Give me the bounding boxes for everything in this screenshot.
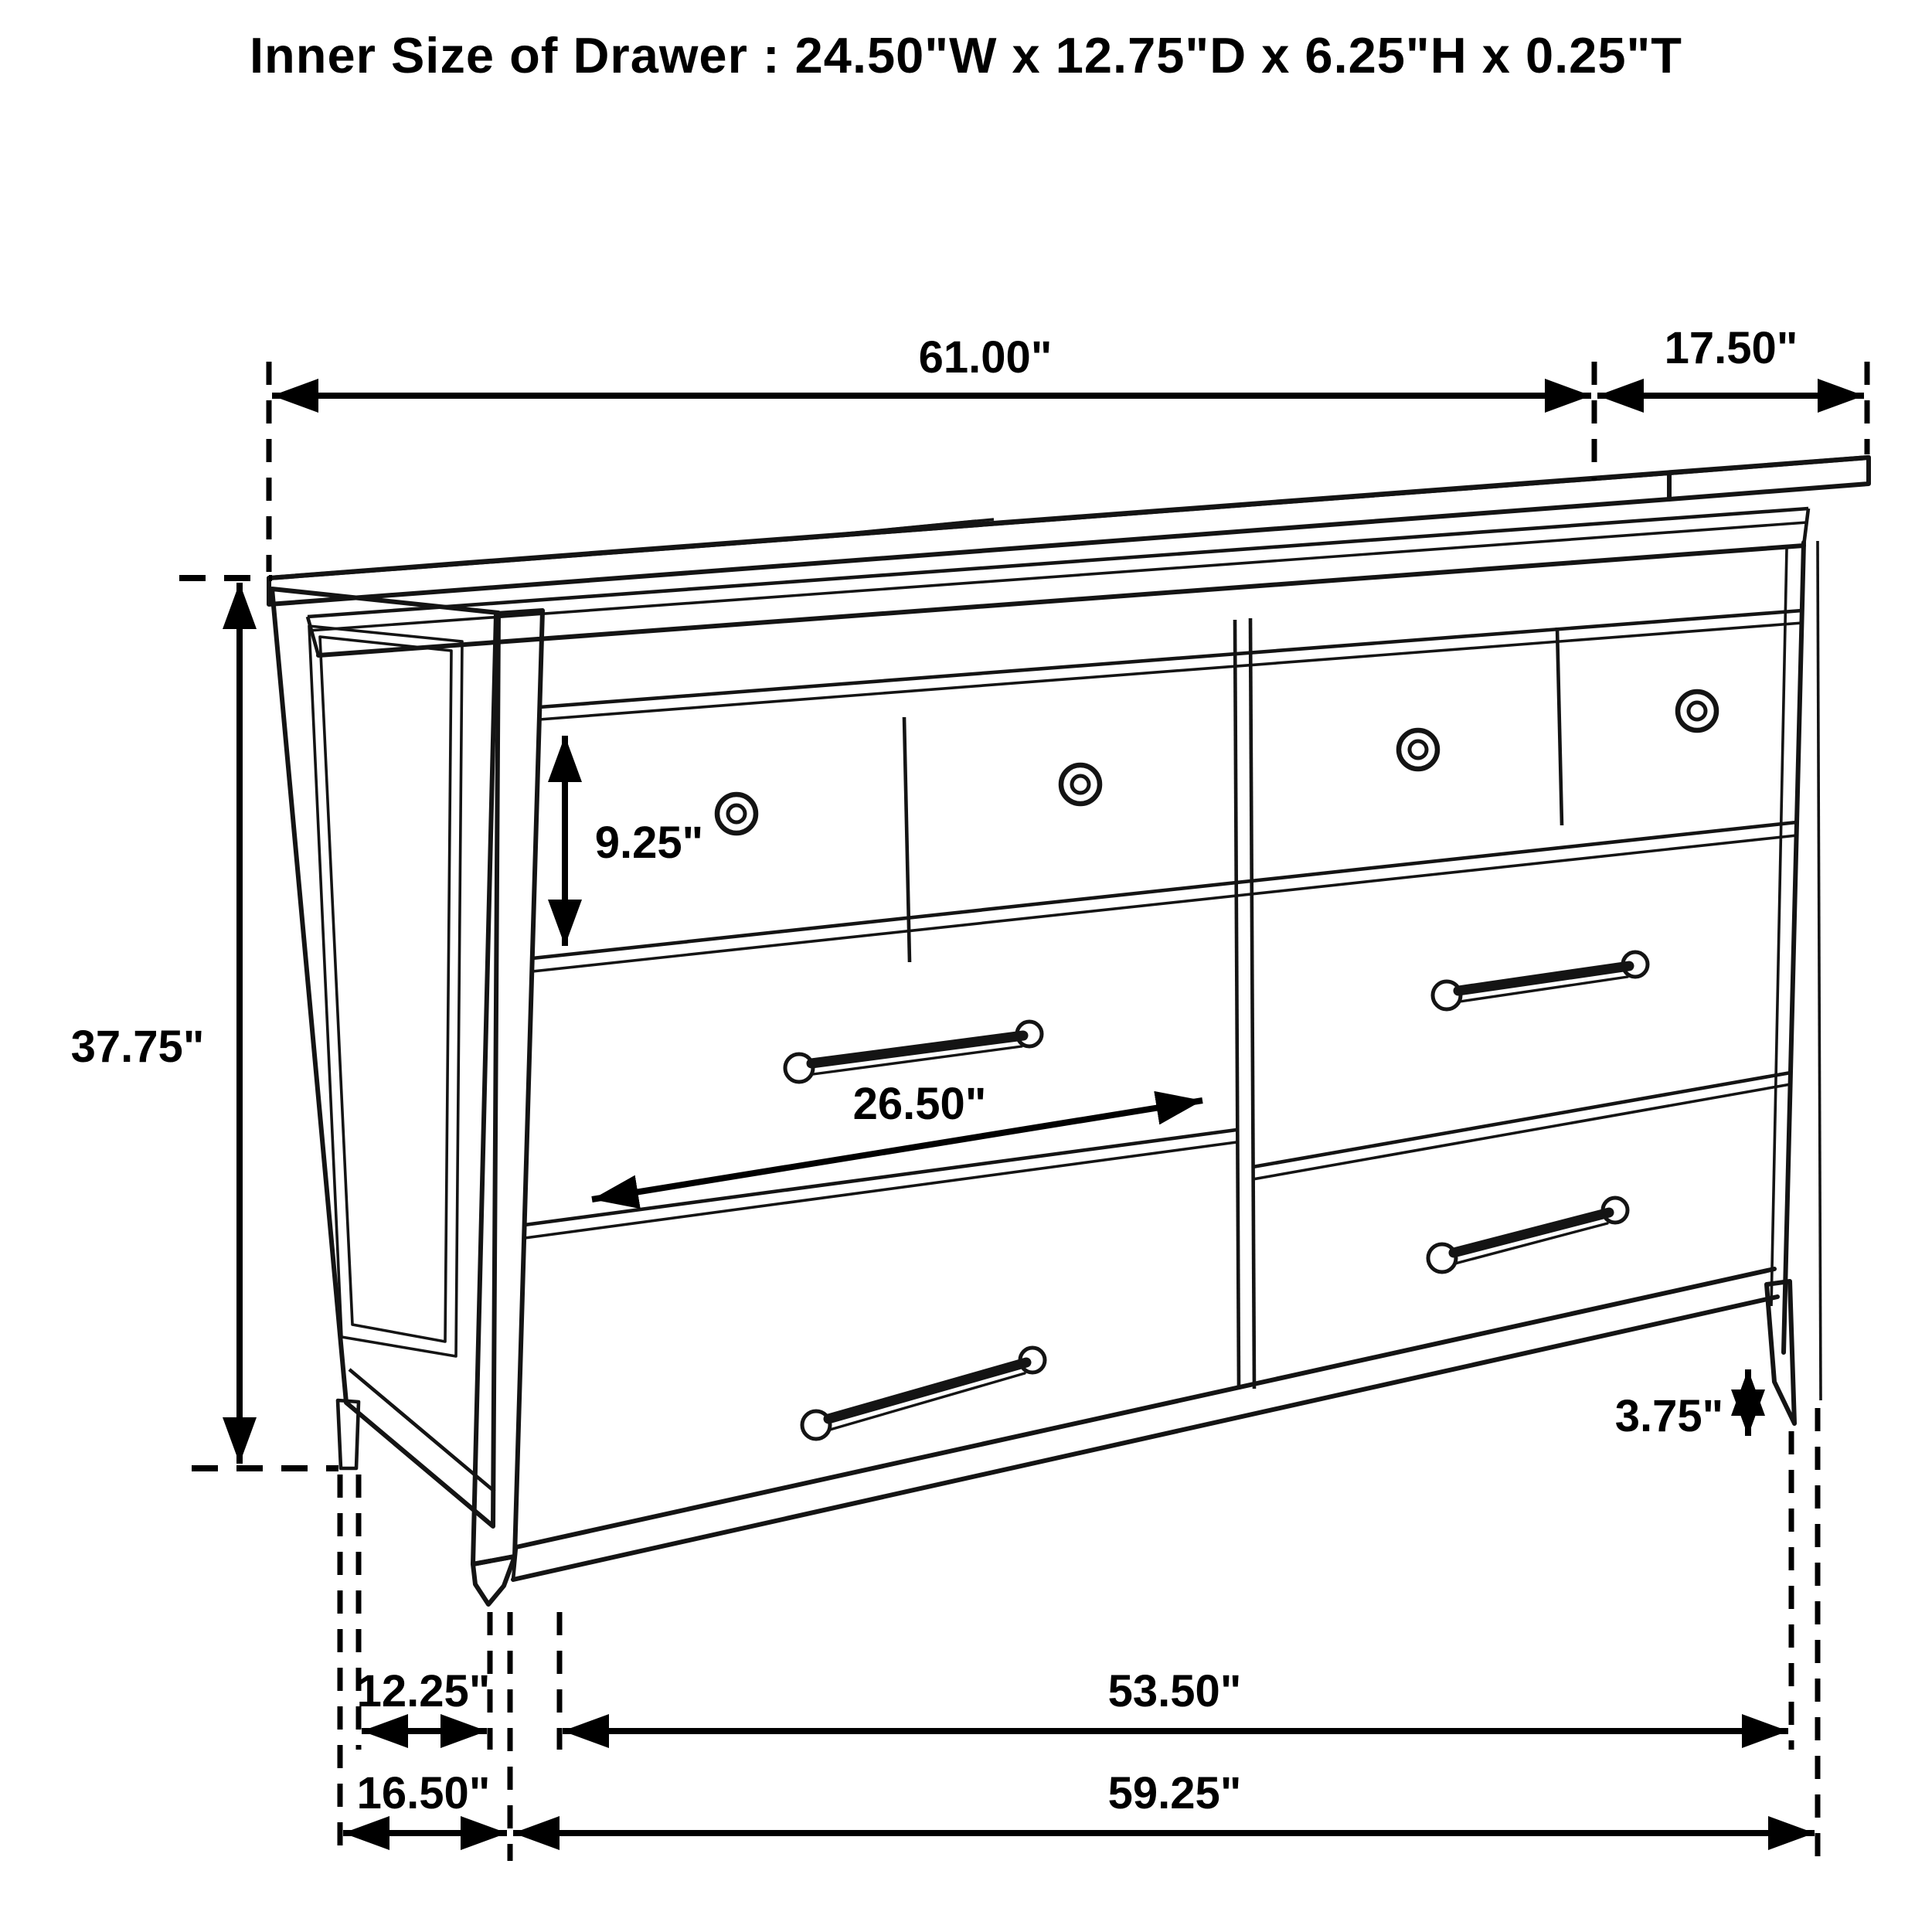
drawer-handles <box>785 952 1648 1439</box>
dimension-label-top-width: 61.00" <box>918 332 1053 383</box>
dimension-overall-height <box>71 578 338 1468</box>
dimension-label-top-depth: 17.50" <box>1664 323 1798 373</box>
diagram-title: Inner Size of Drawer : 24.50"W x 12.75"D x 6.25"H x 0.25"T <box>249 27 1682 83</box>
dimension-label-leg-inset: 12.25" <box>356 1666 491 1716</box>
dimension-top-depth <box>1597 323 1864 396</box>
dimension-side-depth <box>343 1768 507 1833</box>
drawer-handle <box>1428 1198 1628 1272</box>
drawer-knob <box>1061 765 1100 804</box>
drawer-dividers <box>525 611 1802 1389</box>
dresser-top <box>269 457 1869 604</box>
left-side-panel <box>272 589 498 1526</box>
dimension-front-leg-span <box>563 1666 1788 1731</box>
drawer-knob <box>1678 692 1716 730</box>
dimension-drawer-width <box>592 1079 1202 1199</box>
drawer-handle <box>1433 952 1648 1009</box>
dimension-label-leg-height: 3.75" <box>1614 1391 1724 1441</box>
drawer-handle <box>802 1348 1045 1439</box>
dimension-label-overall-height: 37.75" <box>70 1022 205 1072</box>
dimension-top-width <box>272 332 1591 396</box>
dimension-leg-height <box>1615 1369 1748 1441</box>
dimension-leg-inset <box>357 1666 491 1731</box>
dimension-label-base-width: 59.25" <box>1107 1768 1242 1818</box>
drawer-knob <box>717 794 756 833</box>
bottom-rail <box>513 1269 1777 1580</box>
drawer-knob <box>1399 730 1437 769</box>
extension-lines-bottom <box>340 1408 1818 1861</box>
dimension-label-side-depth: 16.50" <box>356 1768 491 1818</box>
drawer-handle <box>785 1022 1042 1082</box>
dimension-base-width <box>513 1768 1815 1833</box>
crown-molding <box>308 509 1808 655</box>
dimension-label-front-leg-span: 53.50" <box>1107 1666 1242 1716</box>
front-left-leg <box>473 611 543 1604</box>
dimension-top-drawer-height <box>565 736 703 946</box>
top-right-edge <box>1669 457 1869 499</box>
top-front-edge <box>269 473 1669 604</box>
right-edge <box>1771 541 1821 1400</box>
dimension-label-top-drawer-height: 9.25" <box>594 818 704 868</box>
drawer-knobs <box>717 692 1716 833</box>
dimension-label-drawer-width: 26.50" <box>852 1079 987 1129</box>
